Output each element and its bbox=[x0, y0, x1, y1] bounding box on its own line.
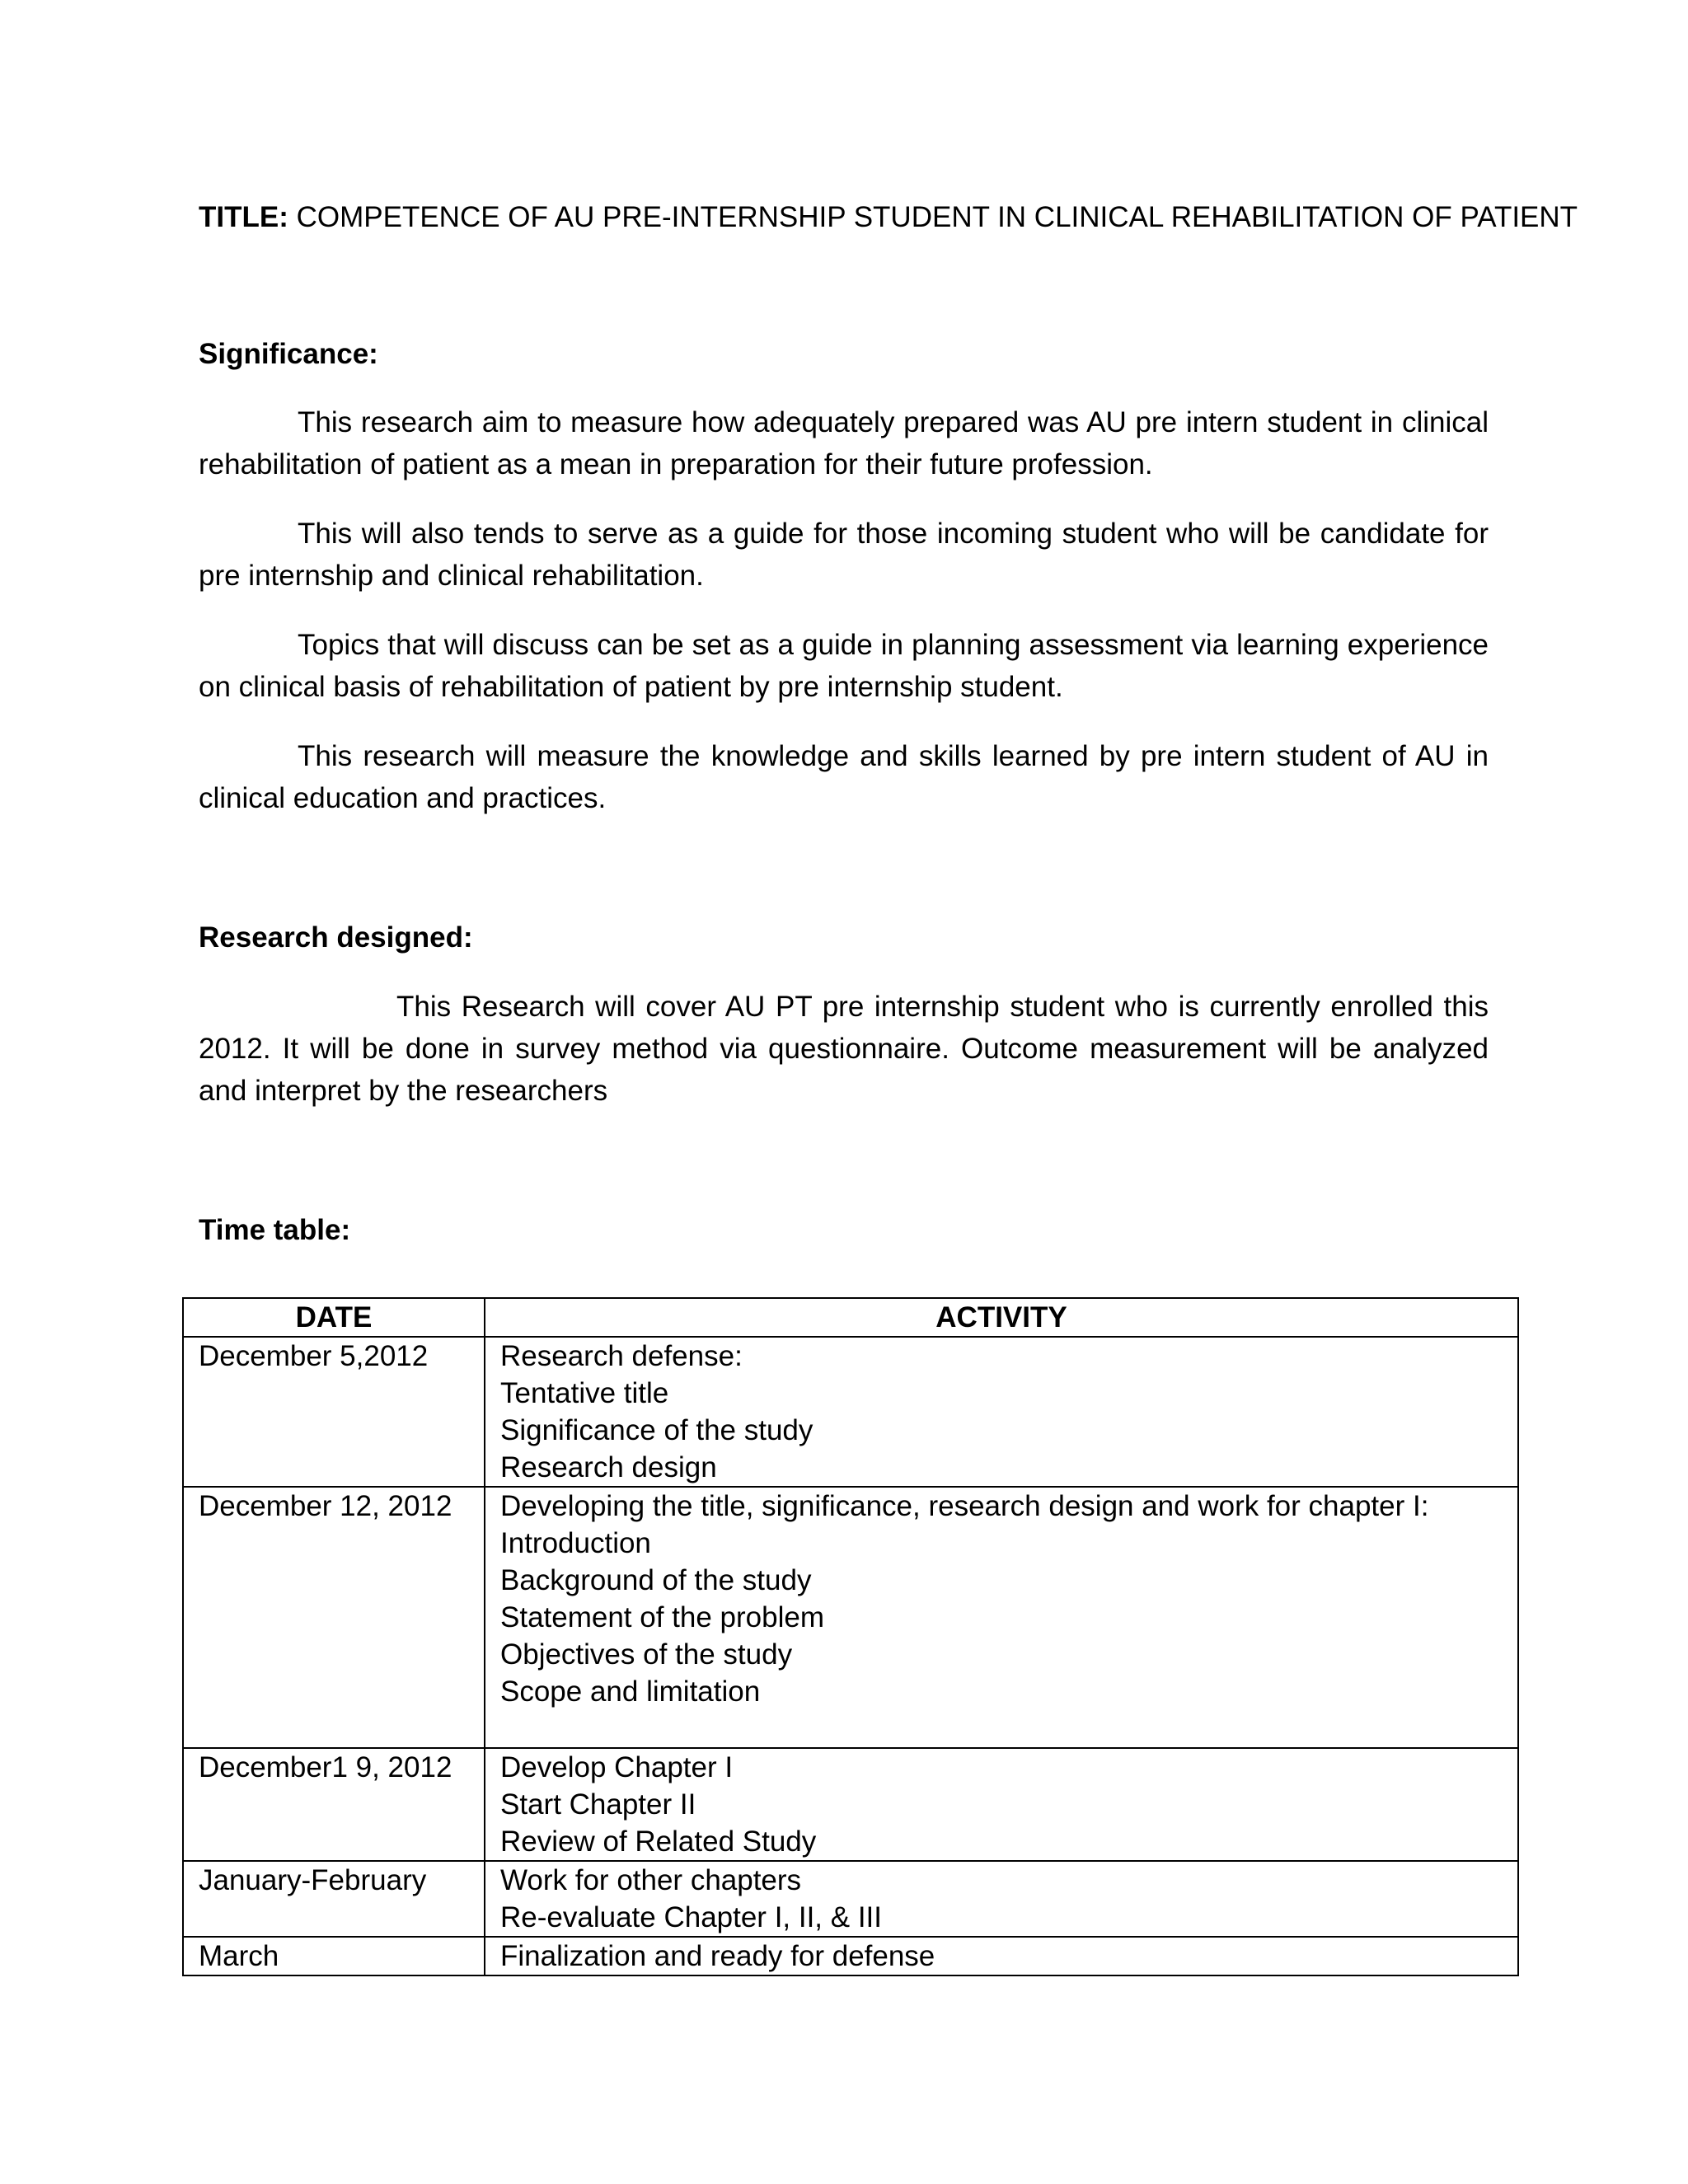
date-cell: March bbox=[183, 1937, 485, 1975]
activity-item: Work for other chapters bbox=[500, 1864, 802, 1896]
activity-item: Review of Related Study bbox=[500, 1825, 817, 1858]
activity-cell bbox=[485, 1937, 1518, 1975]
date-cell: December 5,2012 bbox=[183, 1337, 485, 1487]
activity-item: Re-evaluate Chapter I, II, & III bbox=[500, 1901, 882, 1933]
activity-cell bbox=[485, 1748, 1518, 1861]
significance-paragraph-3: Topics that will discuss can be set as a guide in planning assessment via learning experience on clinical basis of rehabilitation of patient by pre internship student. bbox=[199, 629, 1489, 703]
activity-item: Objectives of the study bbox=[500, 1638, 793, 1671]
table-row bbox=[183, 1937, 1518, 1975]
activity-item: Tentative title bbox=[500, 1377, 669, 1409]
activity-cell bbox=[485, 1337, 1518, 1487]
timetable-header-row bbox=[183, 1298, 1518, 1337]
date-cell: December1 9, 2012 bbox=[183, 1748, 485, 1861]
table-row bbox=[183, 1337, 1518, 1487]
table-row bbox=[183, 1487, 1518, 1748]
activity-item: Developing the title, significance, research design and work for chapter I: bbox=[500, 1490, 1429, 1522]
document-title bbox=[199, 196, 1578, 238]
timetable bbox=[182, 1297, 1519, 1976]
activity-item: Scope and limitation bbox=[500, 1675, 761, 1708]
activity-item: Introduction bbox=[500, 1527, 651, 1559]
activity-item: Develop Chapter I bbox=[500, 1751, 734, 1783]
activity-cell bbox=[485, 1487, 1518, 1748]
date-cell: January-February bbox=[183, 1861, 485, 1937]
timetable-heading: Time table: bbox=[199, 1214, 351, 1246]
activity-item: Background of the study bbox=[500, 1564, 812, 1596]
activity-item: Statement of the problem bbox=[500, 1601, 824, 1633]
date-cell: December 12, 2012 bbox=[183, 1487, 485, 1748]
activity-item: Finalization and ready for defense bbox=[500, 1940, 935, 1972]
activity-item: Research defense: bbox=[500, 1340, 743, 1372]
column-header-date: DATE bbox=[183, 1298, 485, 1337]
activity-cell bbox=[485, 1861, 1518, 1937]
research-design-paragraph: This Research will cover AU PT pre internship student who is currently enrolled this 2012. It will be done in survey method via questionnaire. Outcome measurement will be analyzed and interpret by the researchers bbox=[199, 991, 1489, 1107]
research-design-heading: Research designed: bbox=[199, 921, 473, 954]
column-header-activity: ACTIVITY bbox=[485, 1298, 1518, 1337]
title-text: COMPETENCE OF AU PRE-INTERNSHIP STUDENT IN CLINICAL REHABILITATION OF PATIENT bbox=[288, 201, 1578, 233]
activity-item: Research design bbox=[500, 1451, 717, 1483]
significance-paragraph-1: This research aim to measure how adequately prepared was AU pre intern student in clinical rehabilitation of patient as a mean in preparation for their future profession. bbox=[199, 406, 1489, 480]
table-row bbox=[183, 1861, 1518, 1937]
activity-item: Significance of the study bbox=[500, 1414, 814, 1446]
significance-paragraph-2: This will also tends to serve as a guide for those incoming student who will be candidate for pre internship and clinical rehabilitation. bbox=[199, 518, 1489, 592]
significance-heading: Significance: bbox=[199, 338, 378, 370]
title-label: TITLE: bbox=[199, 201, 288, 233]
table-row bbox=[183, 1748, 1518, 1861]
significance-paragraph-4: This research will measure the knowledge and skills learned by pre intern student of AU in clinical education and practices. bbox=[199, 740, 1489, 814]
activity-item: Start Chapter II bbox=[500, 1788, 696, 1821]
